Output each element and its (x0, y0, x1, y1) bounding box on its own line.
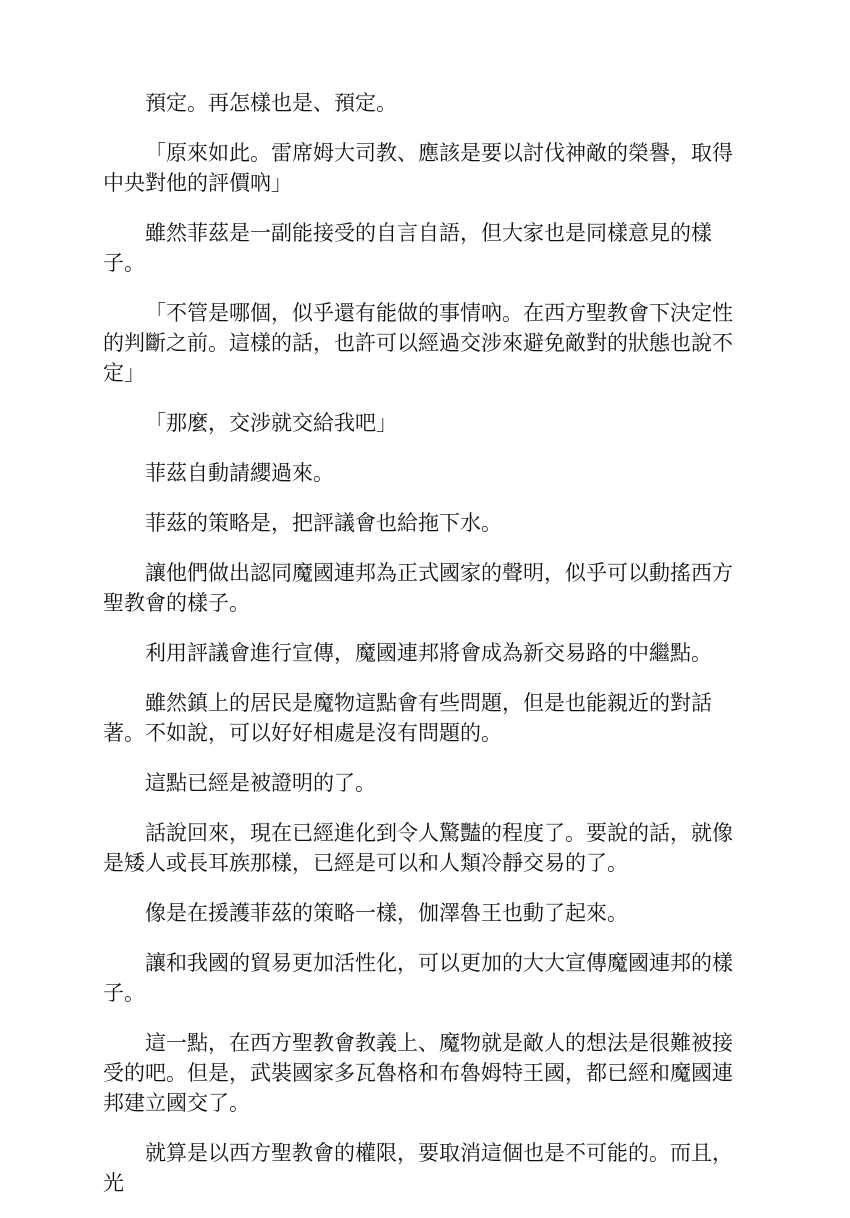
paragraph: 讓和我國的貿易更加活性化，可以更加的大大宣傳魔國連邦的樣子。 (103, 951, 733, 1005)
paragraph: 話說回來，現在已經進化到令人驚豔的程度了。要說的話，就像是矮人或長耳族那樣，已經是可以和人類冷靜交易的了。 (103, 821, 733, 875)
paragraph: 利用評議會進行宣傳，魔國連邦將會成為新交易路的中繼點。 (145, 641, 712, 665)
paragraph: 就算是以西方聖教會的權限，要取消這個也是不可能的。而且，光 (103, 1141, 733, 1195)
paragraph: 「原來如此。雷席姆大司教、應該是要以討伐神敵的榮譽，取得中央對他的評價吶」 (103, 141, 733, 195)
paragraph: 預定。再怎樣也是、預定。 (145, 91, 397, 115)
paragraph: 雖然鎮上的居民是魔物這點會有些問題，但是也能親近的對話著。不如說，可以好好相處是沒有問題的。 (103, 691, 712, 745)
paragraph: 像是在援護菲茲的策略一樣，伽澤魯王也動了起來。 (145, 901, 628, 925)
paragraph: 讓他們做出認同魔國連邦為正式國家的聲明，似乎可以動搖西方聖教會的樣子。 (103, 561, 733, 615)
paragraph: 「那麼，交涉就交給我吧」 (145, 411, 397, 435)
paragraph: 「不管是哪個，似乎還有能做的事情吶。在西方聖教會下決定性的判斷之前。這樣的話，也許可以經過交涉來避免敵對的狀態也說不定」 (103, 301, 733, 385)
paragraph: 這一點，在西方聖教會教義上、魔物就是敵人的想法是很難被接受的吧。但是，武裝國家多瓦魯格和布魯姆特王國，都已經和魔國連邦建立國交了。 (103, 1031, 733, 1115)
paragraph: 這點已經是被證明的了。 (145, 771, 376, 795)
paragraph: 雖然菲茲是一副能接受的自言自語，但大家也是同樣意見的樣子。 (103, 221, 712, 275)
paragraph: 菲茲的策略是，把評議會也給拖下水。 (145, 511, 502, 535)
document-page (103, 88, 753, 1218)
paragraph: 菲茲自動請纓過來。 (145, 461, 334, 485)
